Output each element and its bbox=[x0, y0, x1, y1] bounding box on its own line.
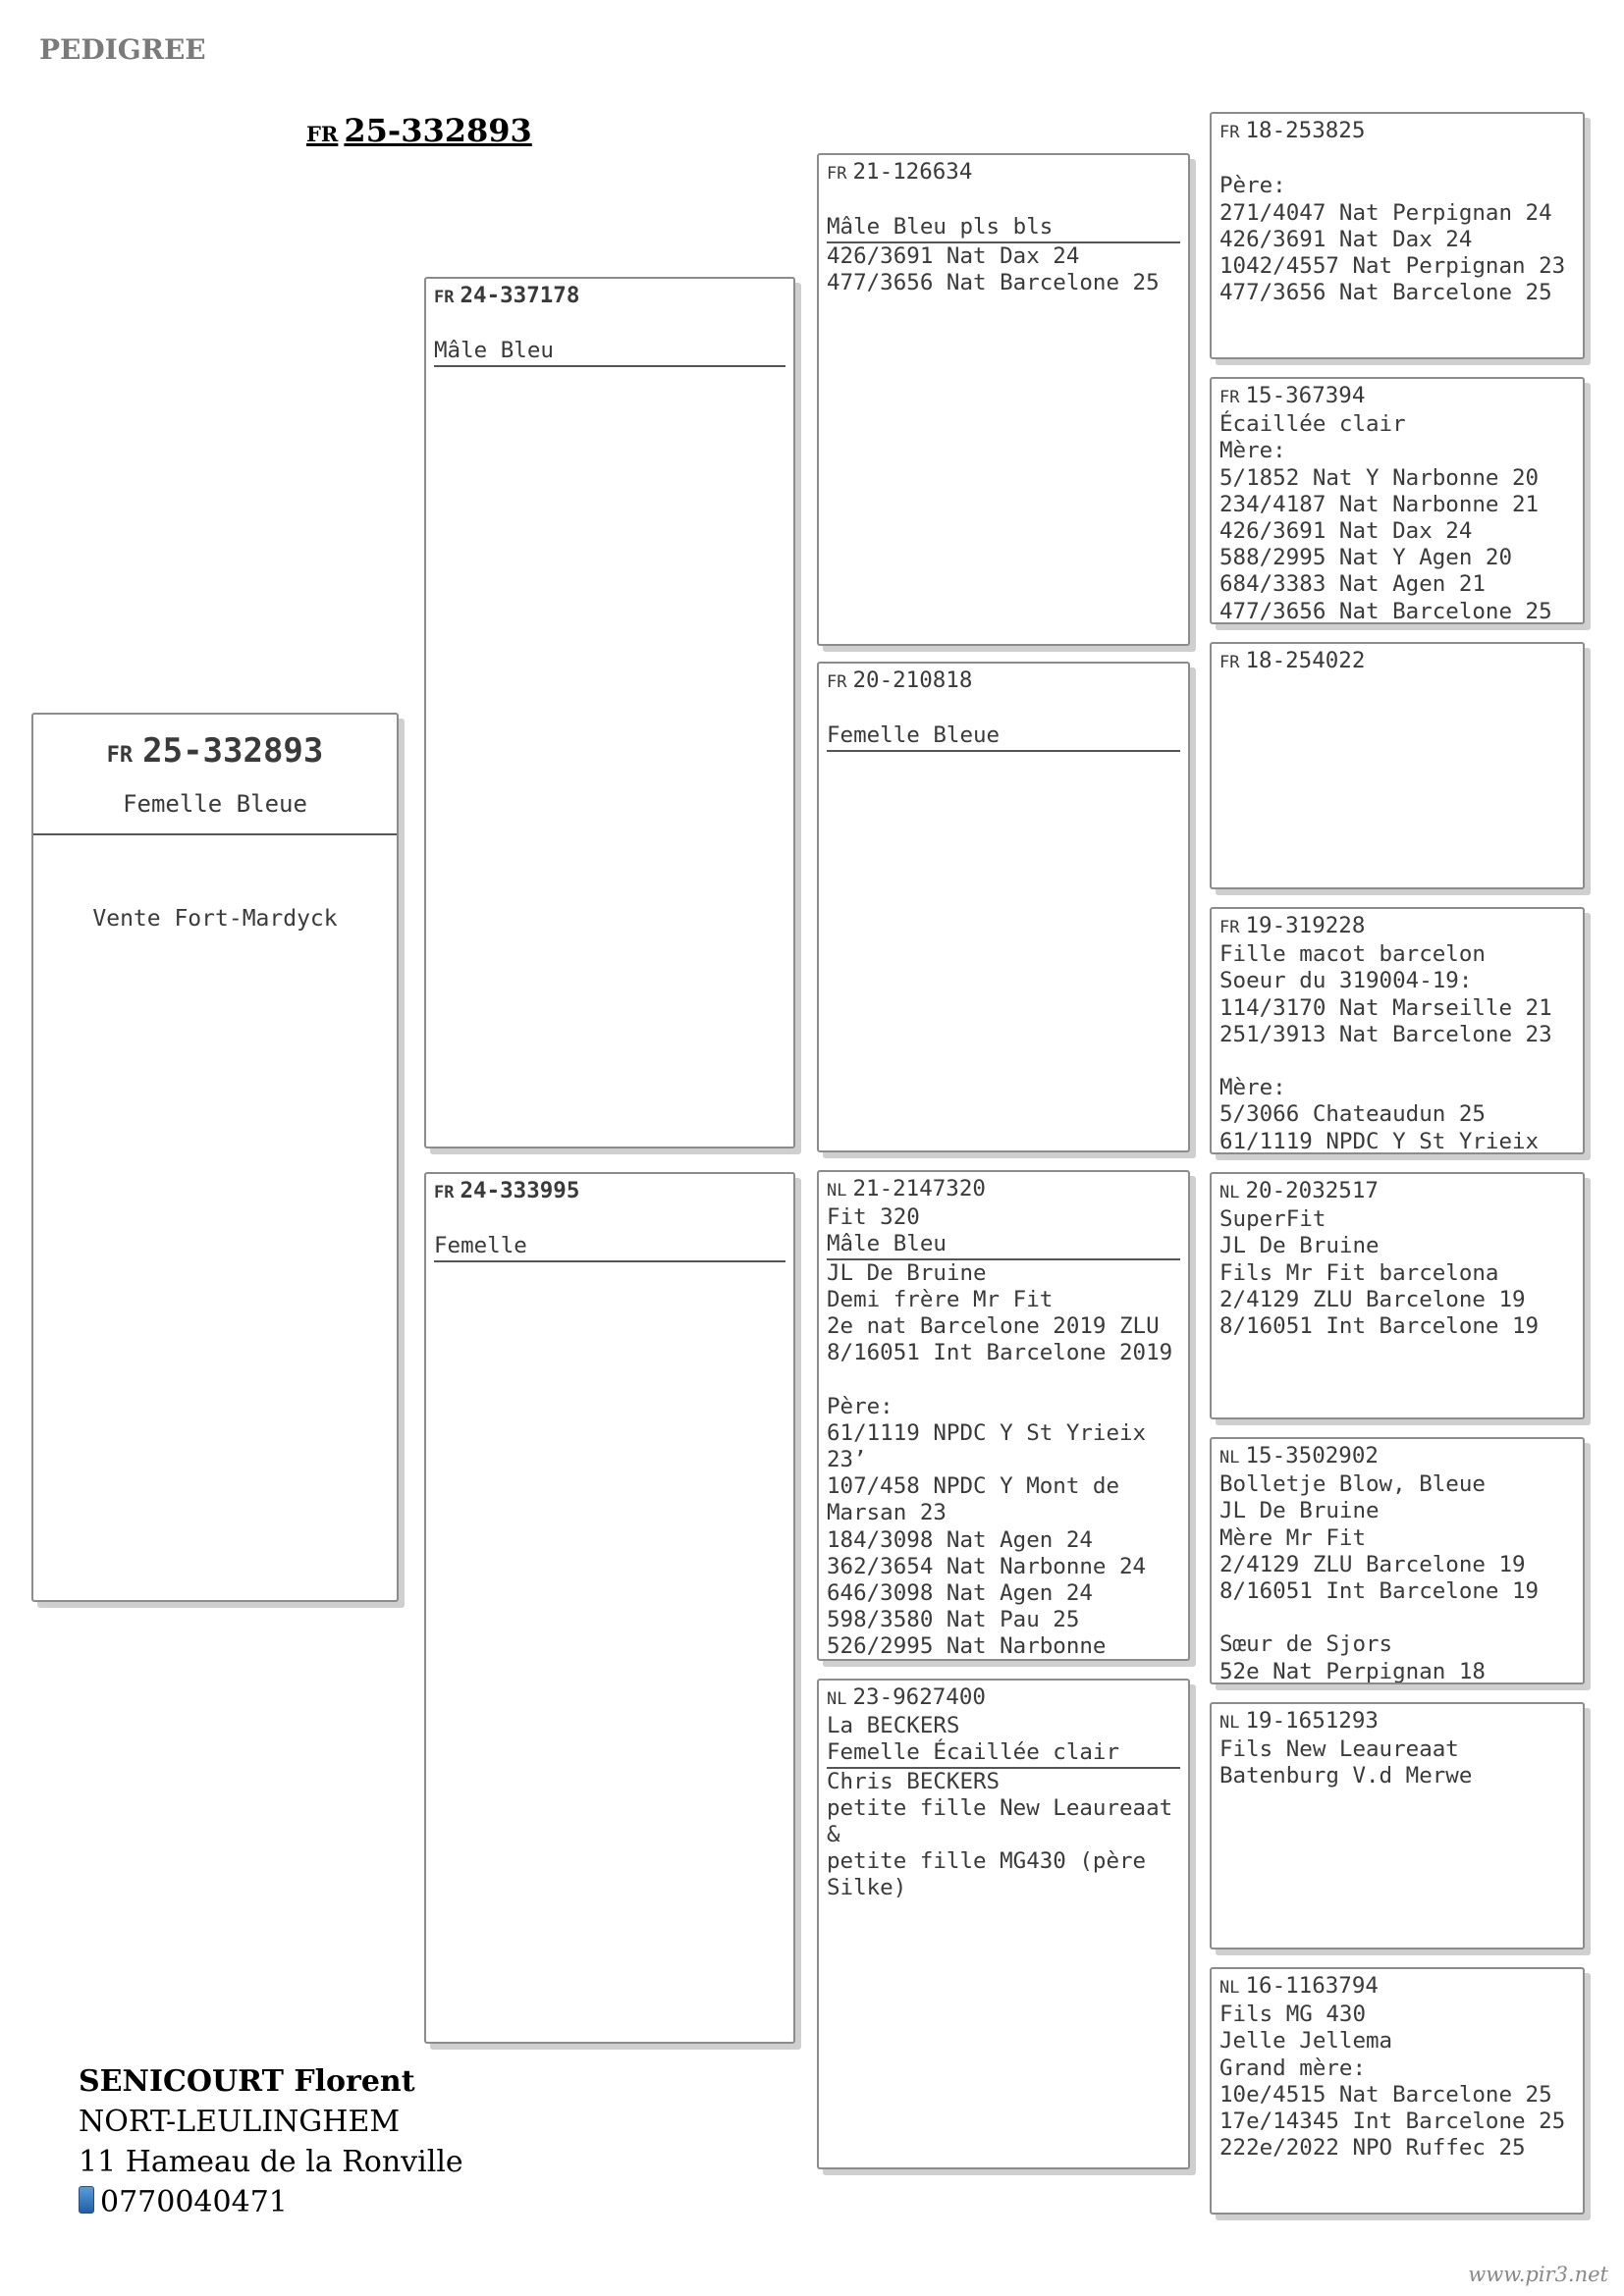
info-line: 184/3098 Nat Agen 24 bbox=[827, 1526, 1093, 1553]
info-line: 61/1119 NPDC Y St Yrieix bbox=[1219, 1128, 1540, 1154]
info-line: 426/3691 Nat Dax 24 bbox=[1219, 226, 1473, 252]
country-code: FR bbox=[1219, 388, 1240, 407]
country-code: FR bbox=[106, 743, 134, 768]
info-line: 5/1852 Nat Y Narbonne 20 bbox=[1219, 464, 1540, 491]
grandparent-card-fm bbox=[817, 662, 1190, 1152]
info-line: 107/458 NPDC Y Mont de bbox=[827, 1473, 1120, 1500]
subject-ring bbox=[41, 722, 389, 784]
info-line: Marsan 23 bbox=[827, 1500, 947, 1526]
ring-number: 24-333995 bbox=[460, 1178, 580, 1203]
owner-info bbox=[79, 2061, 463, 2222]
info-line: Fille macot barcelon bbox=[1219, 941, 1486, 968]
info-line: 271/4047 Nat Perpignan 24 bbox=[1219, 199, 1552, 226]
info-line: 426/3691 Nat Dax 24 bbox=[827, 242, 1080, 269]
page-header: PEDIGREE bbox=[39, 33, 206, 66]
grandparent-card-mm bbox=[817, 1679, 1190, 2169]
owner-phone-row bbox=[79, 2182, 463, 2222]
info-line: Père: bbox=[827, 1393, 893, 1419]
info-line: Fils Mr Fit barcelona bbox=[1219, 1259, 1499, 1286]
ring-number: 19-1651293 bbox=[1245, 1708, 1379, 1734]
info-line: Fit 320 bbox=[827, 1204, 920, 1231]
great-grandparent-card-fmm bbox=[1210, 907, 1585, 1154]
info-line: Soeur du 319004-19: bbox=[1219, 968, 1473, 994]
country-code: NL bbox=[1219, 1978, 1240, 1998]
ring-line bbox=[434, 283, 785, 311]
bird-name: Femelle bbox=[434, 1233, 785, 1261]
country-code: FR bbox=[827, 672, 847, 692]
subject-note: Vente Fort-Mardyck bbox=[92, 906, 338, 932]
bird-name: Mâle Bleu pls bls bbox=[827, 214, 1180, 242]
owner-address: 11 Hameau de la Ronville bbox=[79, 2145, 463, 2179]
info-line: 598/3580 Nat Pau 25 bbox=[827, 1607, 1080, 1633]
country-code: NL bbox=[1219, 1183, 1240, 1202]
great-grandparent-card-fmf bbox=[1210, 642, 1585, 889]
info-line: Fils New Leaureaat bbox=[1219, 1736, 1459, 1763]
bird-name: Femelle Bleue bbox=[827, 722, 1180, 751]
info-line: Jelle Jellema bbox=[1219, 2028, 1393, 2055]
ring-line bbox=[1219, 1443, 1575, 1471]
ring-line bbox=[1219, 913, 1575, 941]
ring-number: 21-126634 bbox=[852, 159, 973, 185]
info-line: 2/4129 ZLU Barcelone 19 bbox=[1219, 1551, 1526, 1577]
top-ring-number bbox=[306, 112, 532, 149]
ring-line bbox=[1219, 1973, 1575, 2002]
info-line: Silke) bbox=[827, 1875, 907, 1901]
country-code: FR bbox=[434, 1183, 455, 1202]
ring-number: 23-9627400 bbox=[852, 1684, 986, 1710]
spacer bbox=[827, 696, 1180, 722]
info-line: JL De Bruine bbox=[1219, 1233, 1380, 1259]
info-line: 114/3170 Nat Marseille 21 bbox=[1219, 994, 1552, 1021]
country-code: FR bbox=[306, 122, 339, 146]
info-line: Sœur de Sjors bbox=[1219, 1631, 1393, 1658]
country-code: NL bbox=[827, 1181, 847, 1201]
great-grandparent-card-ffm bbox=[1210, 377, 1585, 624]
info-line: 646/3098 Nat Agen 24 bbox=[827, 1580, 1093, 1607]
info-line: 23’ bbox=[827, 1447, 867, 1473]
ring-number: 18-254022 bbox=[1245, 648, 1366, 673]
bird-name: Femelle Écaillée clair bbox=[827, 1739, 1180, 1768]
site-watermark: www.pir3.net bbox=[1468, 2263, 1608, 2286]
info-line: Écaillée clair bbox=[1219, 411, 1406, 438]
spacer bbox=[1219, 146, 1575, 173]
ring-number: 15-367394 bbox=[1245, 383, 1366, 408]
father-card bbox=[424, 277, 795, 1148]
info-line: 1042/4557 Nat Perpignan 23 bbox=[1219, 253, 1566, 279]
info-line: Chris BECKERS bbox=[827, 1768, 1001, 1794]
grandparent-card-mf bbox=[817, 1170, 1190, 1661]
great-grandparent-card-fff bbox=[1210, 112, 1585, 359]
info-line: Mère Mr Fit bbox=[1219, 1524, 1367, 1551]
info-line: 61/1119 NPDC Y St Yrieix bbox=[827, 1419, 1147, 1446]
info-line: 2/4129 ZLU Barcelone 19 bbox=[1219, 1286, 1526, 1312]
bird-name: Mâle Bleu bbox=[827, 1231, 1180, 1259]
ring-line bbox=[1219, 1178, 1575, 1206]
info-line: 10e/4515 Nat Barcelone 25 bbox=[1219, 2081, 1552, 2108]
info-line: Bolletje Blow, Bleue bbox=[1219, 1471, 1486, 1498]
ring-number: 25-332893 bbox=[142, 731, 324, 771]
country-code: NL bbox=[1219, 1448, 1240, 1468]
spacer bbox=[827, 1366, 1180, 1393]
info-line: Père: bbox=[1219, 173, 1286, 199]
info-line: 526/2995 Nat Narbonne bbox=[827, 1633, 1107, 1660]
spacer bbox=[1219, 1048, 1575, 1075]
info-line: 588/2995 Nat Y Agen 20 bbox=[1219, 545, 1513, 571]
mother-card bbox=[424, 1172, 795, 2044]
ring-number: 15-3502902 bbox=[1245, 1443, 1379, 1468]
spacer bbox=[827, 187, 1180, 214]
country-code: FR bbox=[827, 164, 847, 184]
info-line: La BECKERS bbox=[827, 1713, 960, 1739]
info-line: SuperFit bbox=[1219, 1206, 1326, 1233]
ring-number: 16-1163794 bbox=[1245, 1973, 1379, 1999]
bird-name: Mâle Bleu bbox=[434, 338, 785, 366]
ring-line bbox=[1219, 118, 1575, 146]
info-line: 234/4187 Nat Narbonne 21 bbox=[1219, 491, 1540, 517]
info-line: 8/16051 Int Barcelone 2019 bbox=[827, 1340, 1173, 1366]
info-line: 222e/2022 NPO Ruffec 25 bbox=[1219, 2135, 1526, 2162]
ring-line bbox=[827, 1684, 1180, 1713]
info-line: Mère: bbox=[1219, 1075, 1286, 1101]
info-line: Demi frère Mr Fit bbox=[827, 1286, 1054, 1312]
spacer bbox=[434, 1206, 785, 1233]
owner-city: NORT-LEULINGHEM bbox=[79, 2105, 401, 2139]
spacer bbox=[1219, 1605, 1575, 1631]
ring-number: 19-319228 bbox=[1245, 913, 1366, 938]
ring-number: 21-2147320 bbox=[852, 1176, 986, 1201]
info-line: 477/3656 Nat Barcelone 25 bbox=[1219, 598, 1552, 624]
owner-name: SENICOURT Florent bbox=[79, 2064, 415, 2099]
info-line: JL De Bruine bbox=[827, 1259, 987, 1286]
subject-card bbox=[31, 713, 399, 1602]
ring-line bbox=[827, 667, 1180, 696]
info-line: & bbox=[827, 1822, 840, 1848]
ring-line bbox=[1219, 648, 1575, 676]
info-line: Mère: bbox=[1219, 438, 1286, 464]
info-line: petite fille MG430 (père bbox=[827, 1848, 1147, 1875]
spacer bbox=[434, 311, 785, 338]
ring-number: 20-2032517 bbox=[1245, 1178, 1379, 1203]
country-code: NL bbox=[827, 1689, 847, 1709]
country-code: NL bbox=[1219, 1713, 1240, 1733]
great-grandparent-card-mmf bbox=[1210, 1702, 1585, 1949]
info-line: 477/3656 Nat Barcelone 25 bbox=[1219, 280, 1552, 306]
info-line: petite fille New Leaureaat bbox=[827, 1794, 1173, 1821]
info-line: 477/3656 Nat Barcelone 25 bbox=[827, 269, 1160, 295]
ring-line bbox=[827, 159, 1180, 187]
ring-line bbox=[434, 1178, 785, 1206]
info-line: Grand mère: bbox=[1219, 2055, 1367, 2081]
ring-line bbox=[827, 1176, 1180, 1204]
info-line: 426/3691 Nat Dax 24 bbox=[1219, 518, 1473, 545]
subject-name: Femelle Bleue bbox=[33, 784, 397, 835]
info-line: Batenburg V.d Merwe bbox=[1219, 1763, 1473, 1789]
ring-number: 25-332893 bbox=[344, 112, 532, 149]
info-line: Fils MG 430 bbox=[1219, 2002, 1367, 2028]
info-line: 684/3383 Nat Agen 21 bbox=[1219, 571, 1486, 598]
owner-phone: 0770040471 bbox=[100, 2185, 288, 2219]
info-line: 5/3066 Chateaudun 25 bbox=[1219, 1101, 1486, 1128]
country-code: FR bbox=[434, 288, 455, 307]
grandparent-card-ff bbox=[817, 153, 1190, 646]
info-line: 362/3654 Nat Narbonne 24 bbox=[827, 1553, 1147, 1579]
great-grandparent-card-mfm bbox=[1210, 1437, 1585, 1684]
info-line: 2e nat Barcelone 2019 ZLU bbox=[827, 1313, 1160, 1340]
ring-line bbox=[1219, 383, 1575, 411]
country-code: FR bbox=[1219, 123, 1240, 142]
info-line: 251/3913 Nat Barcelone 23 bbox=[1219, 1021, 1552, 1047]
ring-number: 24-337178 bbox=[460, 283, 580, 308]
info-line: 52e Nat Perpignan 18 bbox=[1219, 1658, 1486, 1684]
ring-number: 18-253825 bbox=[1245, 118, 1366, 143]
great-grandparent-card-mff bbox=[1210, 1172, 1585, 1419]
info-line: 17e/14345 Int Barcelone 25 bbox=[1219, 2109, 1566, 2135]
info-line: 8/16051 Int Barcelone 19 bbox=[1219, 1313, 1540, 1340]
info-line: JL De Bruine bbox=[1219, 1498, 1380, 1524]
country-code: FR bbox=[1219, 653, 1240, 672]
great-grandparent-card-mmm bbox=[1210, 1967, 1585, 2215]
ring-line bbox=[1219, 1708, 1575, 1736]
ring-number: 20-210818 bbox=[852, 667, 973, 693]
phone-icon bbox=[79, 2186, 94, 2214]
info-line: 8/16051 Int Barcelone 19 bbox=[1219, 1578, 1540, 1605]
country-code: FR bbox=[1219, 918, 1240, 937]
